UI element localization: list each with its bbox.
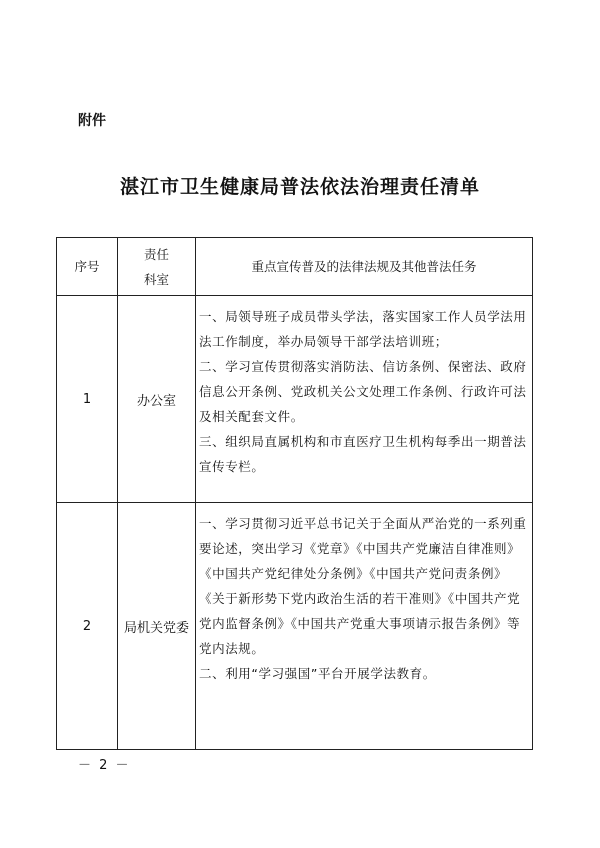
task-item: 二、学习宣传贯彻落实消防法、信访条例、保密法、政府信息公开条例、党政机关公文处理工作条例、行政许可法及相关配套文件。 (199, 359, 527, 424)
table-row (57, 296, 533, 503)
task-item: 三、组织局直属机构和市直医疗卫生机构每季出一期普法宣传专栏。 (199, 434, 527, 474)
task-item: 一、局领导班子成员带头学法，落实国家工作人员学法用法工作制度，举办局领导干部学法培训班； (199, 309, 527, 349)
table-header-row (57, 238, 533, 296)
page-number: － 2 － (78, 758, 131, 773)
row-number: 2 (57, 503, 118, 750)
attachment-label: 附件 (78, 113, 106, 129)
header-dept (118, 238, 196, 296)
document-title: 湛江市卫生健康局普法依法治理责任清单 (119, 176, 480, 198)
row-department: 办公室 (118, 296, 196, 503)
responsibility-table (56, 237, 533, 750)
header-tasks: 重点宣传普及的法律法规及其他普法任务 (196, 238, 533, 296)
header-dept-line2: 科室 (143, 271, 169, 287)
header-dept-line1: 责任 (143, 246, 169, 262)
row-department: 局机关党委 (118, 503, 196, 750)
task-item: 一、学习贯彻习近平总书记关于全面从严治党的一系列重要论述，突出学习《党章》《中国共产党廉洁自律准则》《中国共产党纪律处分条例》《中国共产党问责条例》《关于新形势下党内政治生活的若干准则》《中国共产党党内监督条例》《中国共产党重大事项请示报告条例》等党内法规。 (199, 516, 527, 656)
table-row (57, 503, 533, 750)
row-number: 1 (57, 296, 118, 503)
task-item: 二、利用“学习强国”平台开展学法教育。 (199, 666, 436, 681)
header-num: 序号 (57, 238, 118, 296)
row-tasks (196, 296, 533, 503)
row-tasks (196, 503, 533, 750)
